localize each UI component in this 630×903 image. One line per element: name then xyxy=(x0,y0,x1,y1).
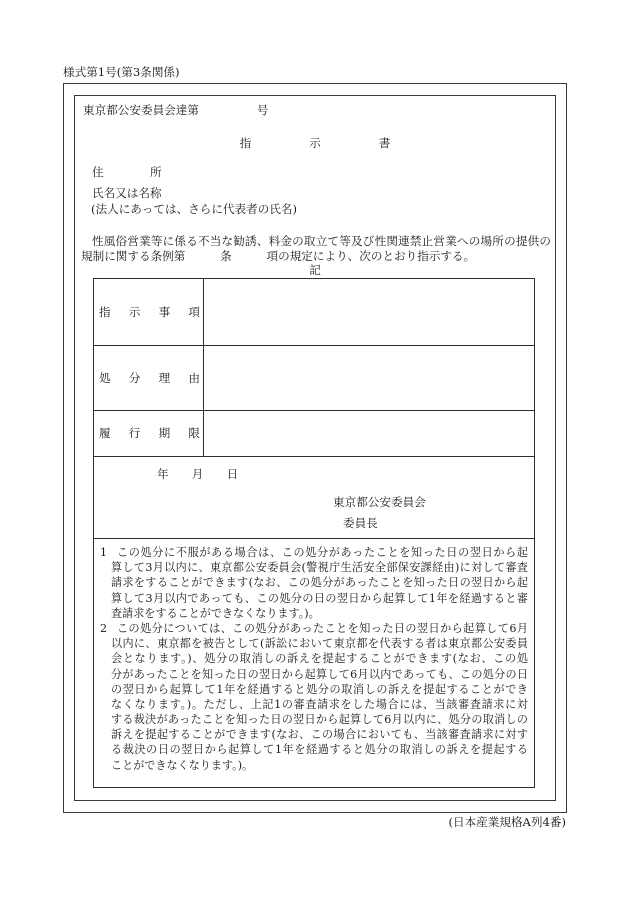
note-line-row xyxy=(94,682,534,697)
notes-section xyxy=(94,539,534,787)
note-number: 2 xyxy=(100,621,108,635)
document-title: 指 示 書 xyxy=(239,135,391,150)
note-line-row xyxy=(94,591,534,606)
note-line: する裁決があったことを知った日の翌日から起算して6月以内に、処分の取消しの xyxy=(111,713,528,727)
note-line: 以内に、東京都を被告として(訴訟において東京都を代表する者は東京都公安委員 xyxy=(111,637,528,651)
note-line: る裁決の日の翌日から起算して1年を経過すると処分の取消しの訴えを提起する xyxy=(111,743,528,757)
note-line-row xyxy=(94,697,534,712)
name-note: (法人にあっては、さらに代表者の氏名) xyxy=(91,201,298,216)
paper-size-note: (日本産業規格A列4番) xyxy=(448,814,566,829)
note-line: 算して3月以内に、東京都公安委員会(警視庁生活安全部保安課経由)に対して審査 xyxy=(111,561,528,575)
note-line-row xyxy=(94,545,534,560)
note-line: の翌日から起算して1年を経過すると処分の取消しの訴えを提起することができ xyxy=(111,682,528,696)
disposition-reason-field xyxy=(204,346,534,410)
compliance-deadline-label-cell xyxy=(94,411,204,456)
compliance-deadline-row xyxy=(94,411,534,457)
issue-date: 年 月 日 xyxy=(157,466,239,481)
disposition-reason-row xyxy=(94,346,534,411)
instruction-items-label-cell xyxy=(94,279,204,345)
form-number: 様式第1号(第3条関係) xyxy=(63,64,180,79)
note-line-row xyxy=(94,712,534,727)
issuer-name: 東京都公安委員会 xyxy=(333,494,426,509)
disposition-reason-label-cell xyxy=(94,346,204,410)
note-number: 1 xyxy=(100,546,108,559)
note-line: この処分に不服がある場合は、この処分があったことを知った日の翌日から起 xyxy=(117,546,528,559)
issuer-title: 委員長 xyxy=(343,515,378,530)
name-label: 氏名又は名称 xyxy=(92,185,162,200)
note-line-row xyxy=(94,651,534,666)
note-line: この処分については、この処分があったことを知った日の翌日から起算して6月 xyxy=(117,621,528,635)
ki-heading: 記 xyxy=(309,262,321,277)
note-line-row xyxy=(94,636,534,651)
note-line: なくなります。)。ただし、上記1の審査請求をした場合には、当該審査請求に対 xyxy=(111,697,528,711)
instruction-items-field xyxy=(204,279,534,345)
note-line: 請求をすることができます(なお、この処分があったことを知った日の翌日から起 xyxy=(111,576,528,590)
disposition-reason-label: 処 分 理 由 xyxy=(99,370,200,385)
note-line: 会となります。)、処分の取消しの訴えを提起することができます(なお、この処 xyxy=(111,652,528,666)
note-line-row xyxy=(94,727,534,742)
date-issuer-row xyxy=(94,457,534,539)
preamble-line-1: 性風俗営業等に係る不当な勧誘、料金の取立て等及び性関連禁止営業への場所の提供の xyxy=(92,233,551,248)
note-line: 査請求をすることができなくなります。)。 xyxy=(111,606,320,620)
note-line: 算して3月以内であっても、この処分の日の翌日から起算して1年を経過すると審 xyxy=(111,591,528,605)
note-line: 分があったことを知った日の翌日から起算して6月以内であっても、この処分の日 xyxy=(111,667,528,681)
note-line: 訴えを提起することができます(なお、この場合においても、当該審査請求に対す xyxy=(111,728,528,742)
note-line-row xyxy=(94,621,534,636)
compliance-deadline-field xyxy=(204,411,534,456)
instruction-table xyxy=(93,278,535,788)
note-line-row xyxy=(94,606,534,621)
note-line-row xyxy=(94,575,534,590)
compliance-deadline-label: 履 行 期 限 xyxy=(99,426,200,440)
preamble-line-2: 規制に関する条例第 条 項の規定により、次のとおり指示する。 xyxy=(81,248,476,263)
instruction-items-row xyxy=(94,279,534,346)
note-line-row xyxy=(94,758,534,773)
note-line: ことができなくなります。)。 xyxy=(111,758,254,772)
reference-number-line: 東京都公安委員会達第 号 xyxy=(83,102,269,117)
note-line-row xyxy=(94,667,534,682)
instruction-items-label: 指 示 事 項 xyxy=(99,304,200,319)
note-line-row xyxy=(94,742,534,757)
address-label: 住 所 xyxy=(92,164,162,179)
note-line-row xyxy=(94,560,534,575)
